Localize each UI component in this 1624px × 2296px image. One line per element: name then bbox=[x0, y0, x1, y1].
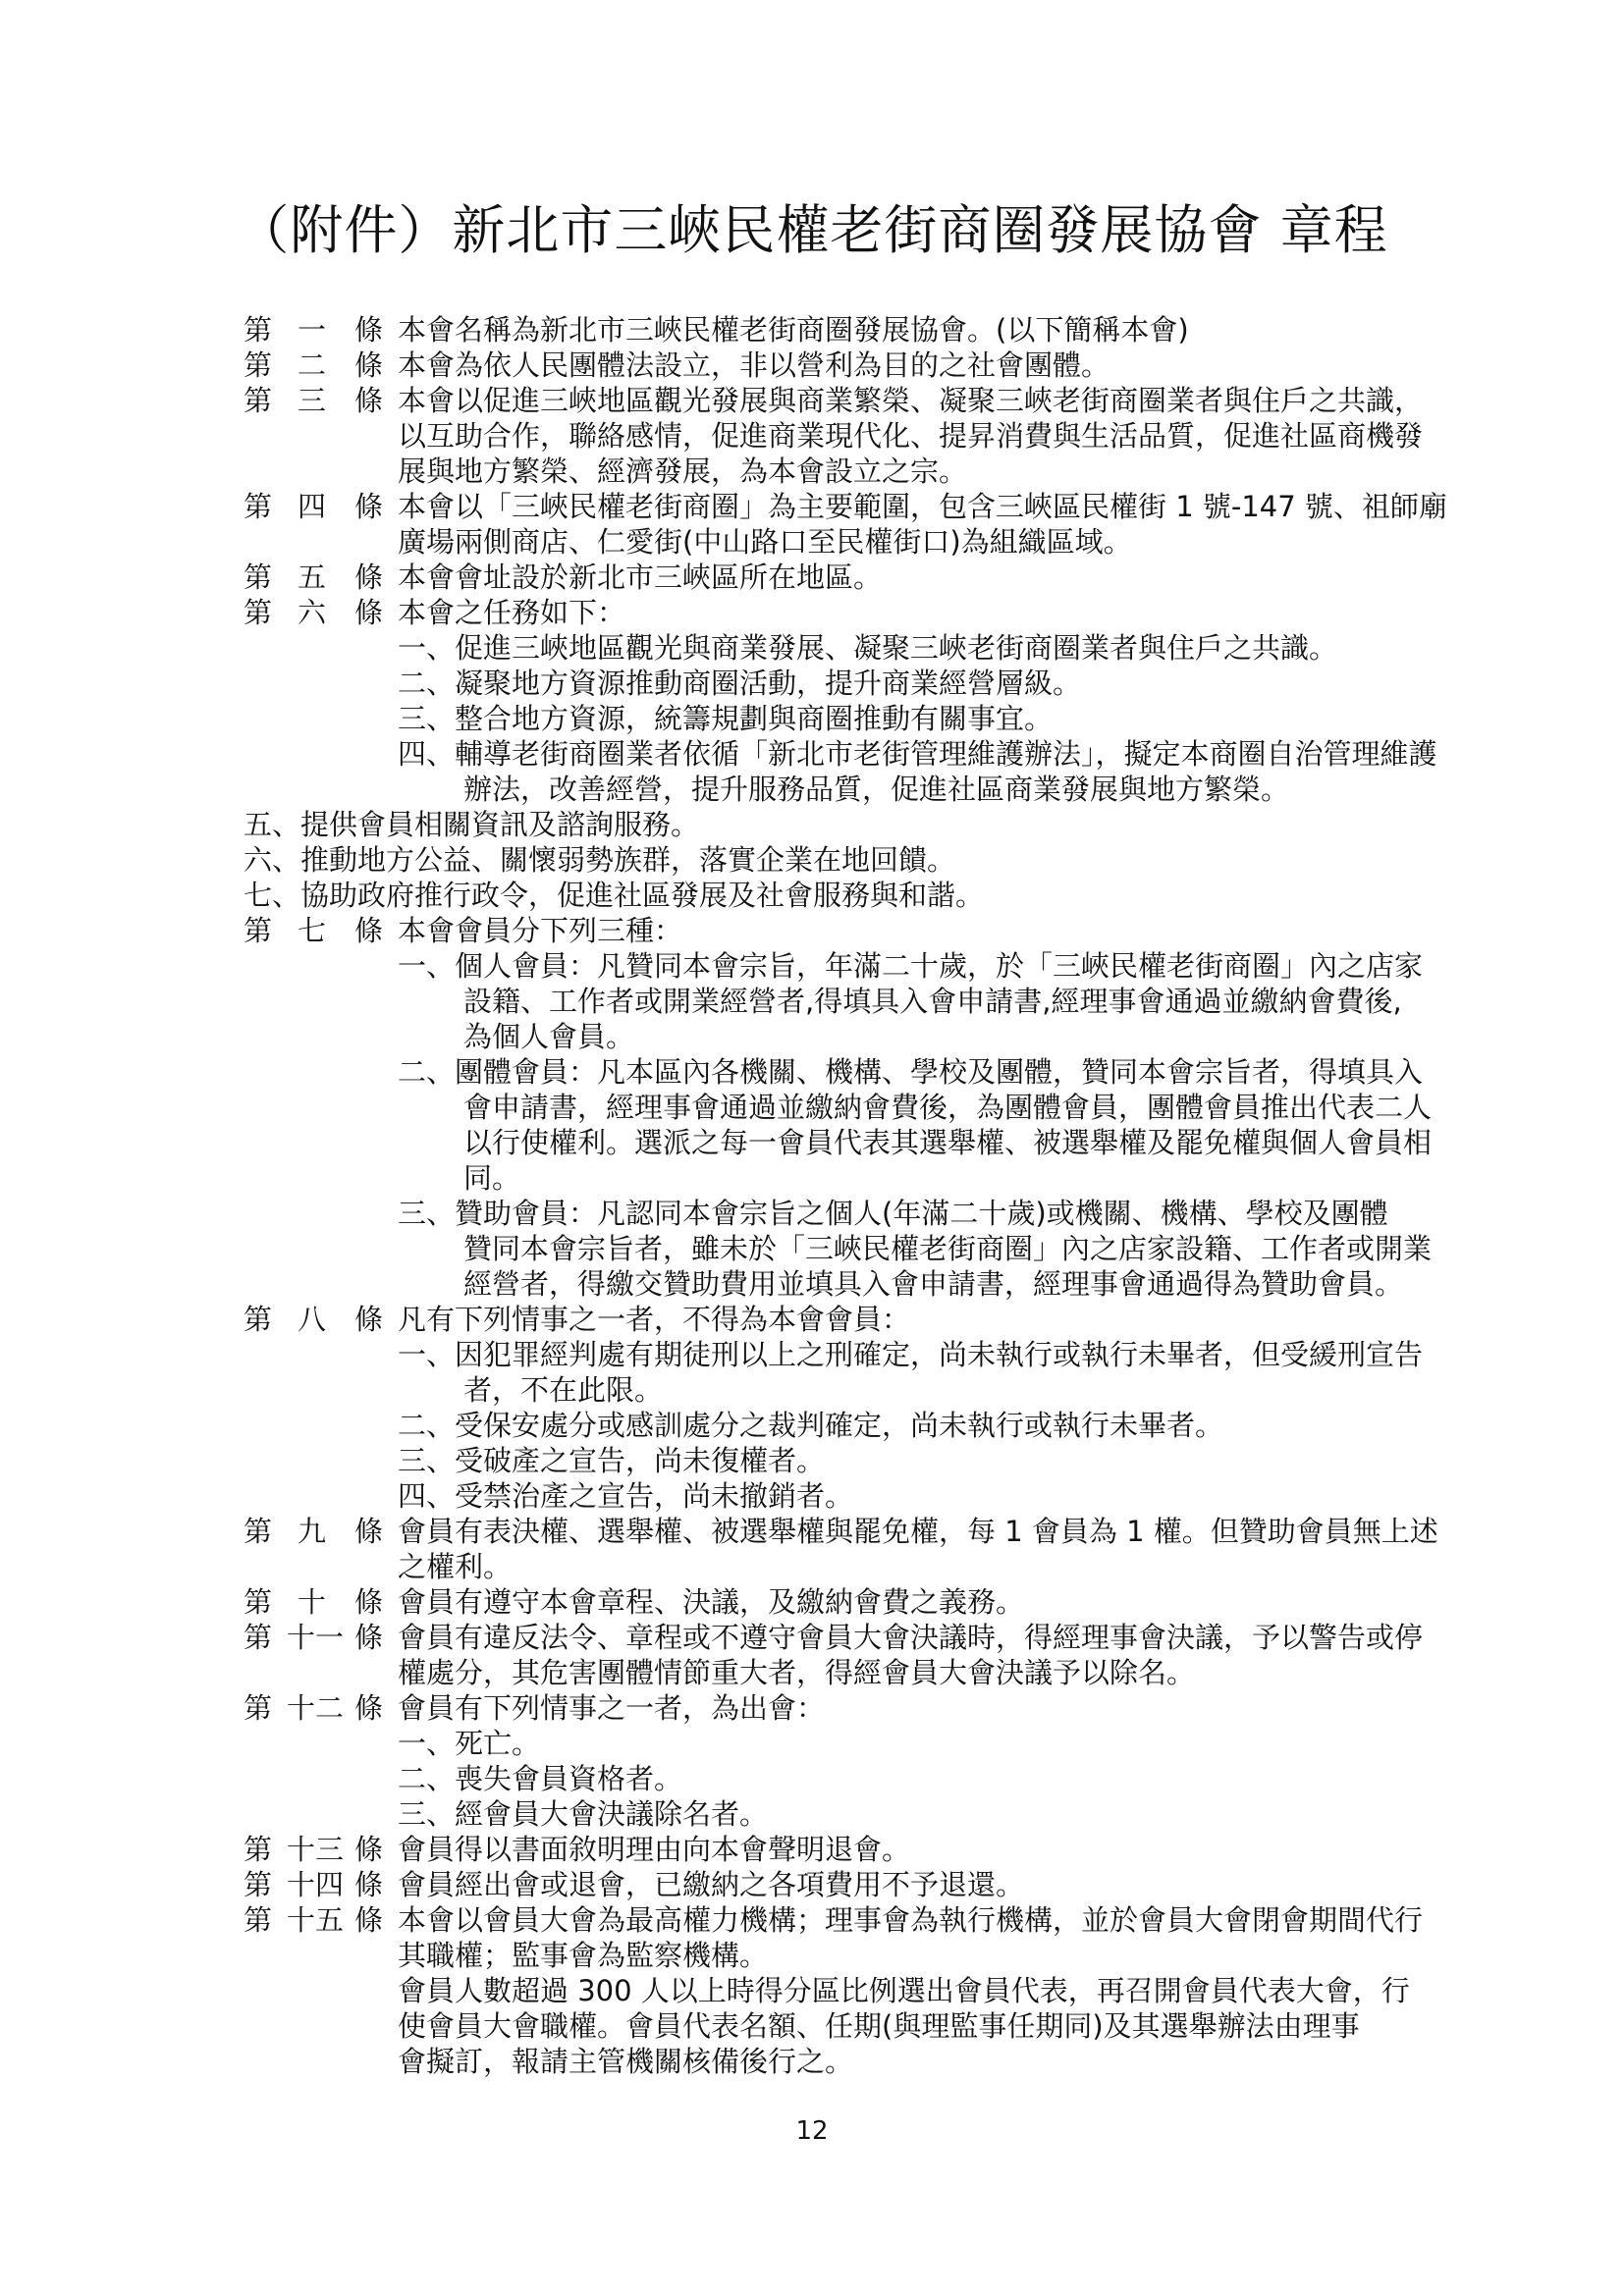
text-line bbox=[244, 1832, 1392, 1867]
article-label-part: 條 bbox=[354, 1833, 384, 1866]
list-item: 三、經會員大會決議除名者。 bbox=[398, 1797, 769, 1831]
continuation-text: 為個人會員。 bbox=[463, 1020, 635, 1053]
article-text: 會員有下列情事之一者，為出會： bbox=[398, 1691, 826, 1725]
article-label-part: 十二 bbox=[287, 1691, 345, 1725]
list-item: 一、死亡。 bbox=[398, 1727, 541, 1760]
article-label-part: 第 bbox=[244, 1303, 273, 1336]
continuation-text: 權處分，其危害團體情節重大者，得經會員大會決議予以除名。 bbox=[398, 1656, 1196, 1689]
continuation-text: 會擬訂，報請主管機關核備後行之。 bbox=[398, 2045, 854, 2078]
list-item: 二、團體會員：凡本區內各機關、機構、學校及團體，贊同本會宗旨者，得填具入 bbox=[398, 1055, 1424, 1089]
article-text: 本會之任務如下： bbox=[398, 596, 626, 629]
article-label-part: 三 bbox=[298, 384, 327, 417]
article-label-part: 條 bbox=[354, 490, 384, 523]
text-line bbox=[244, 1761, 1392, 1796]
article-label-part: 一 bbox=[298, 313, 327, 347]
article-label-part: 第 bbox=[244, 561, 273, 594]
text-line bbox=[244, 2008, 1392, 2044]
text-line bbox=[244, 666, 1392, 701]
text-line bbox=[244, 1337, 1424, 1372]
article-label-part: 第 bbox=[244, 1868, 273, 1901]
text-line bbox=[244, 1514, 1438, 1549]
article-text: 本會以促進三峽地區觀光發展與商業繁榮、凝聚三峽老街商圈業者與住戶之共識， bbox=[398, 384, 1424, 417]
article-label-part: 條 bbox=[354, 1691, 384, 1725]
article-text: 會員有表決權、選舉權、被選舉權與罷免權，每 1 會員為 1 權。但贊助會員無上述 bbox=[398, 1515, 1438, 1548]
article-text: 本會會員分下列三種： bbox=[398, 914, 683, 947]
article-text: 本會會址設於新北市三峽區所在地區。 bbox=[398, 561, 883, 594]
continuation-text: 設籍、工作者或開業經營者,得填具入會申請書,經理事會通過並繳納會費後, bbox=[463, 985, 1402, 1018]
text-line bbox=[244, 1266, 1404, 1302]
article-text: 本會以「三峽民權老街商圈」為主要範圍，包含三峽區民權街 1 號-147 號、祖師廟 bbox=[398, 490, 1447, 523]
text-line bbox=[244, 1973, 1410, 2008]
text-line bbox=[244, 807, 1392, 842]
page-number: 12 bbox=[795, 2116, 829, 2146]
continuation-text: 其職權；監事會為監察機構。 bbox=[398, 1939, 769, 1972]
list-item: 一、個人會員：凡贊同本會宗旨，年滿二十歲，於「三峽民權老街商圈」內之店家 bbox=[398, 949, 1424, 983]
article-label-part: 條 bbox=[354, 348, 384, 382]
text-line bbox=[244, 1125, 1433, 1160]
list-item: 四、受禁治產之宣告，尚未撤銷者。 bbox=[398, 1479, 854, 1513]
text-line bbox=[244, 489, 1447, 524]
text-line bbox=[244, 418, 1424, 454]
article-label-part: 條 bbox=[354, 561, 384, 594]
page-title: （附件）新北市三峽民權老街商圈發展協會 章程 bbox=[236, 199, 1388, 261]
text-line bbox=[244, 1160, 1392, 1196]
article-text: 會員有違反法令、章程或不遵守會員大會決議時，得經理事會決議，予以警告或停 bbox=[398, 1621, 1424, 1654]
continuation-text: 者，不在此限。 bbox=[463, 1373, 664, 1407]
article-label-part: 二 bbox=[298, 348, 327, 382]
list-item: 三、贊助會員：凡認同本會宗旨之個人(年滿二十歲)或機關、機構、學校及團體 bbox=[398, 1197, 1388, 1230]
article-label-part: 九 bbox=[298, 1515, 327, 1548]
article-label-part: 五 bbox=[298, 561, 327, 594]
article-label-part: 第 bbox=[244, 313, 273, 347]
article-text: 本會名稱為新北市三峽民權老街商圈發展協會。(以下簡稱本會) bbox=[398, 313, 1189, 347]
list-item: 五、提供會員相關資訊及諮詢服務。 bbox=[244, 808, 700, 841]
list-item: 二、凝聚地方資源推動商圈活動，提升商業經營層級。 bbox=[398, 667, 1082, 700]
text-line bbox=[244, 312, 1392, 347]
continuation-text: 會申請書，經理事會通過並繳納會費後，為團體會員，團體會員推出代表二人 bbox=[463, 1091, 1433, 1124]
article-label-part: 條 bbox=[354, 1621, 384, 1654]
article-label-part: 第 bbox=[244, 1585, 273, 1619]
article-label-part: 第 bbox=[244, 1515, 273, 1548]
article-label-part: 十四 bbox=[287, 1868, 345, 1901]
text-line bbox=[244, 736, 1437, 772]
article-text: 會員經出會或退會，已繳納之各項費用不予退還。 bbox=[398, 1868, 1025, 1901]
continuation-text: 經營者，得繳交贊助費用並填具入會申請書，經理事會通過得為贊助會員。 bbox=[463, 1267, 1404, 1301]
list-item: 七、協助政府推行政令，促進社區發展及社會服務與和諧。 bbox=[244, 879, 985, 912]
article-label-part: 條 bbox=[354, 1303, 384, 1336]
article-label-part: 條 bbox=[354, 1515, 384, 1548]
text-line bbox=[244, 913, 1392, 948]
text-line bbox=[244, 1655, 1392, 1690]
text-line bbox=[244, 1302, 1392, 1337]
text-line bbox=[244, 1867, 1392, 1902]
continuation-text: 辦法，改善經營，提升服務品質，促進社區商業發展與地方繁榮。 bbox=[463, 773, 1290, 806]
text-line bbox=[244, 630, 1392, 666]
article-label-part: 條 bbox=[354, 1868, 384, 1901]
article-label-part: 條 bbox=[354, 914, 384, 947]
article-text: 本會為依人民團體法設立，非以營利為目的之社會團體。 bbox=[398, 348, 1110, 382]
article-label-part: 六 bbox=[298, 596, 327, 629]
article-label-part: 八 bbox=[298, 1303, 327, 1336]
text-line bbox=[244, 1478, 1392, 1514]
article-label-part: 第 bbox=[244, 596, 273, 629]
article-label-part: 第 bbox=[244, 348, 273, 382]
text-line bbox=[244, 454, 1392, 489]
continuation-text: 展與地方繁榮、經濟發展，為本會設立之宗。 bbox=[398, 454, 968, 488]
text-line bbox=[244, 347, 1392, 383]
list-item: 三、整合地方資源，統籌規劃與商圈推動有關事宜。 bbox=[398, 702, 1054, 735]
article-label-part: 四 bbox=[298, 490, 327, 523]
article-label-part: 第 bbox=[244, 914, 273, 947]
text-line bbox=[244, 2044, 1392, 2079]
article-label-part: 十五 bbox=[287, 1903, 345, 1937]
article-label-part: 第 bbox=[244, 1903, 273, 1937]
text-line bbox=[244, 383, 1424, 418]
continuation-text: 贊同本會宗旨者，雖未於「三峽民權老街商圈」內之店家設籍、工作者或開業 bbox=[463, 1232, 1433, 1265]
text-line bbox=[244, 560, 1392, 595]
text-line bbox=[244, 984, 1402, 1019]
text-line bbox=[244, 595, 1392, 630]
text-line bbox=[244, 1938, 1392, 1973]
text-line bbox=[244, 1726, 1392, 1761]
list-item: 二、喪失會員資格者。 bbox=[398, 1762, 683, 1795]
article-label-part: 條 bbox=[354, 313, 384, 347]
article-label-part: 十 bbox=[298, 1585, 327, 1619]
continuation-text: 廣場兩側商店、仁愛街(中山路口至民權街口)為組織區域。 bbox=[398, 525, 1132, 559]
text-line bbox=[244, 1443, 1392, 1478]
text-line bbox=[244, 1054, 1424, 1090]
article-label-part: 十一 bbox=[287, 1621, 345, 1654]
list-item: 一、促進三峽地區觀光與商業發展、凝聚三峽老街商圈業者與住戶之共識。 bbox=[398, 631, 1338, 665]
article-label-part: 條 bbox=[354, 384, 384, 417]
article-label-part: 第 bbox=[244, 384, 273, 417]
text-line bbox=[244, 1796, 1392, 1832]
article-label-part: 第 bbox=[244, 1621, 273, 1654]
continuation-text: 使會員大會職權。會員代表名額、任期(與理監事任期同)及其選舉辦法由理事 bbox=[398, 2009, 1360, 2043]
continuation-text: 以行使權利。選派之每一會員代表其選舉權、被選舉權及罷免權與個人會員相 bbox=[463, 1126, 1433, 1159]
text-line bbox=[244, 878, 1392, 913]
article-label-part: 條 bbox=[354, 1585, 384, 1619]
article-text: 本會以會員大會為最高權力機構；理事會為執行機構，並於會員大會閉會期間代行 bbox=[398, 1903, 1424, 1937]
list-item: 四、輔導老街商圈業者依循「新北市老街管理維護辦法」，擬定本商圈自治管理維護 bbox=[398, 737, 1437, 771]
article-text: 會員有遵守本會章程、決議，及繳納會費之義務。 bbox=[398, 1585, 1025, 1619]
article-label-part: 七 bbox=[298, 914, 327, 947]
text-line bbox=[244, 1620, 1424, 1655]
list-item: 六、推動地方公益、關懷弱勢族群，落實企業在地回饋。 bbox=[244, 843, 956, 877]
list-item: 三、受破產之宣告，尚未復權者。 bbox=[398, 1444, 826, 1477]
list-item: 二、受保安處分或感訓處分之裁判確定，尚未執行或執行未畢者。 bbox=[398, 1409, 1224, 1442]
text-line bbox=[244, 1549, 1392, 1584]
article-label-part: 第 bbox=[244, 1833, 273, 1866]
article-text: 凡有下列情事之一者，不得為本會會員： bbox=[398, 1303, 911, 1336]
article-label-part: 十三 bbox=[287, 1833, 345, 1866]
article-label-part: 條 bbox=[354, 596, 384, 629]
document-body bbox=[244, 312, 1447, 2079]
text-line bbox=[244, 948, 1424, 984]
text-line bbox=[244, 1196, 1392, 1231]
text-line bbox=[244, 1690, 1392, 1726]
continuation-text: 之權利。 bbox=[398, 1550, 513, 1583]
text-line bbox=[244, 1408, 1392, 1443]
article-label-part: 第 bbox=[244, 1691, 273, 1725]
text-line bbox=[244, 772, 1392, 807]
article-text: 會員得以書面敘明理由向本會聲明退會。 bbox=[398, 1833, 911, 1866]
text-line bbox=[244, 842, 1392, 878]
article-label-part: 第 bbox=[244, 490, 273, 523]
continuation-text: 會員人數超過 300 人以上時得分區比例選出會員代表，再召開會員代表大會，行 bbox=[398, 1974, 1410, 2007]
continuation-text: 以互助合作，聯絡感情，促進商業現代化、提昇消費與生活品質，促進社區商機發 bbox=[398, 419, 1424, 453]
text-line bbox=[244, 1372, 1392, 1408]
text-line bbox=[244, 1090, 1433, 1125]
text-line bbox=[244, 1019, 1392, 1054]
text-line bbox=[244, 1584, 1392, 1620]
text-line bbox=[244, 1902, 1424, 1938]
text-line bbox=[244, 524, 1392, 560]
continuation-text: 同。 bbox=[463, 1161, 521, 1195]
list-item: 一、因犯罪經判處有期徒刑以上之刑確定，尚未執行或執行未畢者，但受緩刑宣告 bbox=[398, 1338, 1424, 1371]
text-line bbox=[244, 1231, 1433, 1266]
article-label-part: 條 bbox=[354, 1903, 384, 1937]
text-line bbox=[244, 701, 1392, 736]
